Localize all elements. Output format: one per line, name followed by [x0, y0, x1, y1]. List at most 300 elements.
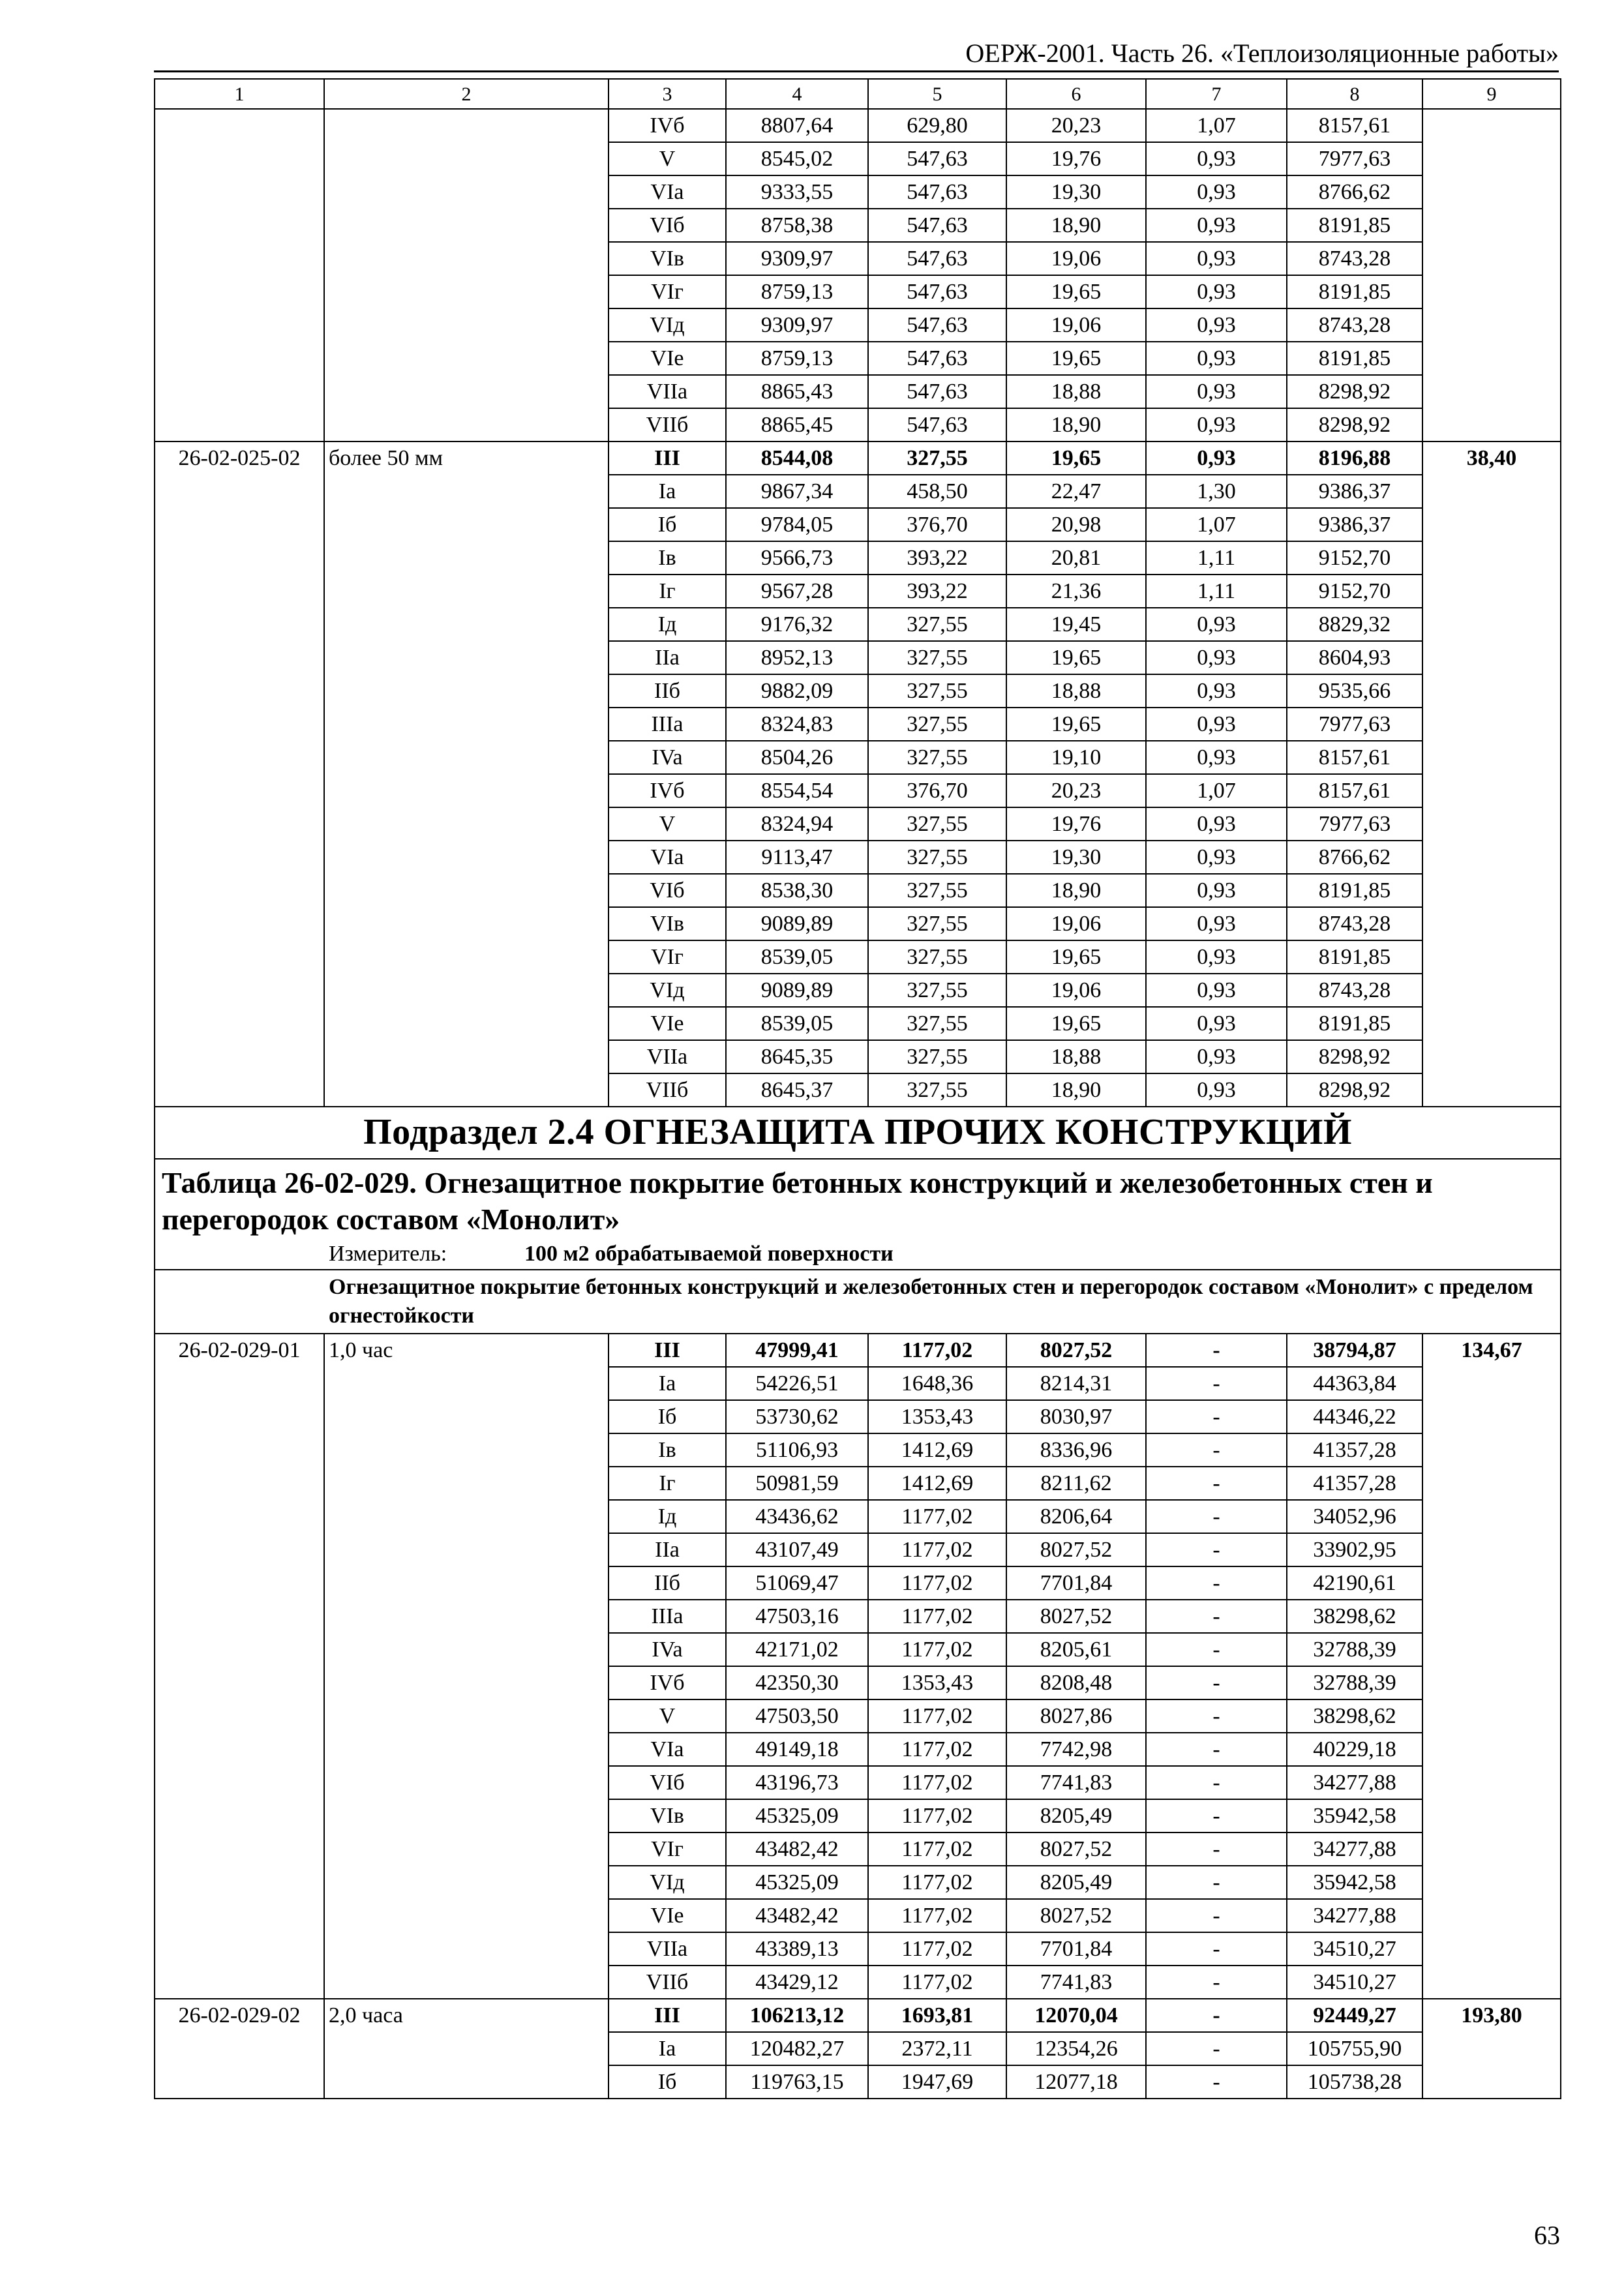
table-title-row: [155, 1159, 1561, 1239]
cost-value: 8157,61: [1287, 109, 1422, 142]
cost-value: 1,11: [1146, 541, 1287, 575]
cost-value: 38298,62: [1287, 1699, 1422, 1733]
zone-label: Ia: [609, 1367, 726, 1400]
cost-value: 18,90: [1006, 874, 1146, 907]
column-number: 5: [868, 79, 1006, 109]
cost-value: -: [1146, 1766, 1287, 1799]
zone-label: VIIa: [609, 375, 726, 408]
cost-value: 21,36: [1006, 575, 1146, 608]
rate-name: более 50 мм: [324, 441, 609, 1107]
cost-value: -: [1146, 1932, 1287, 1966]
cost-value: 22,47: [1006, 475, 1146, 508]
table-title: Таблица 26-02-029. Огнезащитное покрытие бетонных конструкций и железобетонных стен и перегородок составом «Монолит»: [155, 1159, 1561, 1239]
cost-value: 1353,43: [868, 1400, 1006, 1433]
cost-value: 1177,02: [868, 1766, 1006, 1799]
zone-label: VIe: [609, 1899, 726, 1932]
column-number: 9: [1422, 79, 1561, 109]
measure-row: [155, 1239, 1561, 1270]
cost-value: 8539,05: [726, 940, 868, 974]
cost-value: 42350,30: [726, 1666, 868, 1699]
zone-label: VIд: [609, 974, 726, 1007]
zone-label: VIe: [609, 342, 726, 375]
cost-value: 8191,85: [1287, 342, 1422, 375]
cost-value: 8030,97: [1006, 1400, 1146, 1433]
cost-value: 0,93: [1146, 641, 1287, 674]
cost-value: 8027,86: [1006, 1699, 1146, 1733]
cost-value: 8205,49: [1006, 1799, 1146, 1833]
cost-value: 8758,38: [726, 209, 868, 242]
cost-value: 45325,09: [726, 1866, 868, 1899]
column-number: 2: [324, 79, 609, 109]
zone-label: Iд: [609, 608, 726, 641]
cost-value: -: [1146, 1334, 1287, 1367]
cost-value: 376,70: [868, 508, 1006, 541]
cost-value: 547,63: [868, 342, 1006, 375]
cost-value: 376,70: [868, 774, 1006, 807]
cost-value: -: [1146, 1433, 1287, 1467]
cost-value: -: [1146, 1400, 1287, 1433]
cost-value: 43429,12: [726, 1966, 868, 1999]
cost-value: 54226,51: [726, 1367, 868, 1400]
labor-coefficient: 193,80: [1422, 1999, 1561, 2099]
cost-value: 8504,26: [726, 741, 868, 774]
zone-label: V: [609, 807, 726, 841]
cost-value: -: [1146, 1467, 1287, 1500]
cost-value: 40229,18: [1287, 1733, 1422, 1766]
cost-value: 8027,52: [1006, 1600, 1146, 1633]
cost-value: 0,93: [1146, 308, 1287, 342]
cost-value: 7742,98: [1006, 1733, 1146, 1766]
cost-value: 34510,27: [1287, 1932, 1422, 1966]
cost-value: 8807,64: [726, 109, 868, 142]
column-number: 6: [1006, 79, 1146, 109]
cost-value: 8539,05: [726, 1007, 868, 1040]
cost-value: 45325,09: [726, 1799, 868, 1833]
cost-value: 327,55: [868, 874, 1006, 907]
zone-label: VIв: [609, 1799, 726, 1833]
cost-value: 18,88: [1006, 375, 1146, 408]
cost-value: 34052,96: [1287, 1500, 1422, 1533]
zone-label: Ia: [609, 475, 726, 508]
cost-value: 547,63: [868, 242, 1006, 275]
cost-value: 1177,02: [868, 1899, 1006, 1932]
cost-value: 8952,13: [726, 641, 868, 674]
zone-label: VIд: [609, 1866, 726, 1899]
zone-label: IIб: [609, 674, 726, 708]
cost-value: 20,98: [1006, 508, 1146, 541]
cost-value: 2372,11: [868, 2032, 1006, 2065]
cost-value: 0,93: [1146, 807, 1287, 841]
cost-value: 38794,87: [1287, 1334, 1422, 1367]
subsection-row: [155, 1107, 1561, 1159]
zone-label: VIIa: [609, 1932, 726, 1966]
page-number: 63: [1534, 2221, 1560, 2250]
cost-value: 629,80: [868, 109, 1006, 142]
cost-value: 92449,27: [1287, 1999, 1422, 2032]
cost-value: 0,93: [1146, 907, 1287, 940]
cost-value: 8604,93: [1287, 641, 1422, 674]
cost-value: 0,93: [1146, 608, 1287, 641]
cost-value: 1177,02: [868, 1600, 1006, 1633]
cost-value: 9566,73: [726, 541, 868, 575]
cost-value: 8298,92: [1287, 1073, 1422, 1107]
cost-value: 18,90: [1006, 1073, 1146, 1107]
cost-value: 18,88: [1006, 674, 1146, 708]
cost-value: 105755,90: [1287, 2032, 1422, 2065]
cost-value: 1177,02: [868, 1966, 1006, 1999]
zone-label: VIг: [609, 275, 726, 308]
cost-value: 0,93: [1146, 142, 1287, 175]
cost-value: 9567,28: [726, 575, 868, 608]
zone-label: IIб: [609, 1566, 726, 1600]
cost-value: 1177,02: [868, 1799, 1006, 1833]
zone-label: III: [609, 1999, 726, 2032]
cost-value: 547,63: [868, 408, 1006, 441]
group-heading: Огнезащитное покрытие бетонных конструкций и железобетонных стен и перегородок составом «Монолит» с пределом огнестойкости: [155, 1270, 1561, 1334]
cost-value: 0,93: [1146, 1007, 1287, 1040]
zone-label: IVб: [609, 109, 726, 142]
cost-value: 1353,43: [868, 1666, 1006, 1699]
cost-value: 119763,15: [726, 2065, 868, 2099]
cost-value: 19,45: [1006, 608, 1146, 641]
table-row: [155, 109, 1561, 142]
table-row: [155, 1999, 1561, 2032]
cost-value: 327,55: [868, 641, 1006, 674]
cost-value: 7977,63: [1287, 807, 1422, 841]
cost-value: 9309,97: [726, 242, 868, 275]
cost-value: 327,55: [868, 674, 1006, 708]
cost-value: 1177,02: [868, 1500, 1006, 1533]
cost-value: 50981,59: [726, 1467, 868, 1500]
column-number: 8: [1287, 79, 1422, 109]
cost-value: 1412,69: [868, 1467, 1006, 1500]
column-number-row: [155, 79, 1561, 109]
cost-value: 9176,32: [726, 608, 868, 641]
cost-value: 1693,81: [868, 1999, 1006, 2032]
cost-value: 8298,92: [1287, 375, 1422, 408]
cost-value: 106213,12: [726, 1999, 868, 2032]
cost-value: 12077,18: [1006, 2065, 1146, 2099]
zone-label: VIa: [609, 841, 726, 874]
cost-value: 12354,26: [1006, 2032, 1146, 2065]
cost-value: 34277,88: [1287, 1766, 1422, 1799]
cost-value: 547,63: [868, 308, 1006, 342]
rate-code: 26-02-025-02: [155, 441, 324, 1107]
cost-value: 19,06: [1006, 974, 1146, 1007]
cost-value: 19,65: [1006, 641, 1146, 674]
zone-label: VIIб: [609, 1966, 726, 1999]
cost-value: 34277,88: [1287, 1899, 1422, 1932]
cost-value: 7741,83: [1006, 1766, 1146, 1799]
cost-value: -: [1146, 1566, 1287, 1600]
zone-label: VIб: [609, 1766, 726, 1799]
cost-value: 8743,28: [1287, 308, 1422, 342]
cost-value: 8743,28: [1287, 242, 1422, 275]
cost-value: 9784,05: [726, 508, 868, 541]
cost-value: 9309,97: [726, 308, 868, 342]
cost-value: 1,30: [1146, 475, 1287, 508]
cost-value: 9333,55: [726, 175, 868, 209]
cost-value: -: [1146, 1699, 1287, 1733]
cost-value: 7741,83: [1006, 1966, 1146, 1999]
cost-value: 8865,43: [726, 375, 868, 408]
cost-value: 44346,22: [1287, 1400, 1422, 1433]
cost-value: 43107,49: [726, 1533, 868, 1566]
cost-value: 1177,02: [868, 1699, 1006, 1733]
cost-value: 19,06: [1006, 242, 1146, 275]
cost-value: 0,93: [1146, 441, 1287, 475]
cost-value: 47999,41: [726, 1334, 868, 1367]
rate-code: 26-02-029-02: [155, 1999, 324, 2099]
cost-value: 9152,70: [1287, 575, 1422, 608]
cost-value: 43482,42: [726, 1833, 868, 1866]
column-number: 4: [726, 79, 868, 109]
cost-value: 8196,88: [1287, 441, 1422, 475]
cost-value: -: [1146, 1666, 1287, 1699]
cost-value: -: [1146, 1866, 1287, 1899]
cost-value: -: [1146, 1799, 1287, 1833]
cost-value: 9386,37: [1287, 508, 1422, 541]
cost-value: 327,55: [868, 741, 1006, 774]
group-heading-row: [155, 1270, 1561, 1334]
cost-value: 20,23: [1006, 109, 1146, 142]
zone-label: VIe: [609, 1007, 726, 1040]
column-number: 7: [1146, 79, 1287, 109]
cost-value: 1,07: [1146, 508, 1287, 541]
table-row: [155, 1334, 1561, 1367]
cost-value: 18,88: [1006, 1040, 1146, 1073]
cost-value: 7977,63: [1287, 142, 1422, 175]
rate-name: 2,0 часа: [324, 1999, 609, 2099]
cost-value: 1177,02: [868, 1633, 1006, 1666]
cost-value: 0,93: [1146, 342, 1287, 375]
rates-table: [154, 78, 1561, 2099]
cost-value: 12070,04: [1006, 1999, 1146, 2032]
cost-value: 393,22: [868, 541, 1006, 575]
cost-value: 1177,02: [868, 1932, 1006, 1966]
cost-value: 19,30: [1006, 175, 1146, 209]
cost-value: 8759,13: [726, 342, 868, 375]
running-header: ОЕРЖ-2001. Часть 26. «Теплоизоляционные работы»: [154, 38, 1559, 72]
measure-value: 100 м2 обрабатываемой поверхности: [524, 1242, 894, 1266]
cost-value: 1,11: [1146, 575, 1287, 608]
cost-value: 0,93: [1146, 1073, 1287, 1107]
cost-value: 19,06: [1006, 907, 1146, 940]
cost-value: 0,93: [1146, 209, 1287, 242]
cost-value: 8214,31: [1006, 1367, 1146, 1400]
cost-value: 327,55: [868, 907, 1006, 940]
cost-value: 0,93: [1146, 841, 1287, 874]
cost-value: 8538,30: [726, 874, 868, 907]
zone-label: III: [609, 1334, 726, 1367]
cost-value: 0,93: [1146, 1040, 1287, 1073]
cost-value: 35942,58: [1287, 1799, 1422, 1833]
zone-label: VIв: [609, 907, 726, 940]
cost-value: 8766,62: [1287, 841, 1422, 874]
cost-value: 9535,66: [1287, 674, 1422, 708]
cost-value: -: [1146, 1600, 1287, 1633]
cost-value: 327,55: [868, 841, 1006, 874]
cost-value: 1177,02: [868, 1533, 1006, 1566]
cost-value: 8191,85: [1287, 209, 1422, 242]
rate-name: 1,0 час: [324, 1334, 609, 1999]
cost-value: 327,55: [868, 1073, 1006, 1107]
cost-value: 8544,08: [726, 441, 868, 475]
cost-value: 9867,34: [726, 475, 868, 508]
zone-label: VIIб: [609, 408, 726, 441]
cost-value: 327,55: [868, 1007, 1006, 1040]
cost-value: 8027,52: [1006, 1899, 1146, 1932]
cost-value: 8545,02: [726, 142, 868, 175]
cost-value: 1177,02: [868, 1566, 1006, 1600]
measure-cell: [155, 1239, 1561, 1270]
cost-value: 0,93: [1146, 375, 1287, 408]
cost-value: 8206,64: [1006, 1500, 1146, 1533]
zone-label: IIIa: [609, 708, 726, 741]
measure-label: Измеритель:: [329, 1242, 447, 1266]
zone-label: Iб: [609, 2065, 726, 2099]
zone-label: IVa: [609, 1633, 726, 1666]
cost-value: 19,65: [1006, 441, 1146, 475]
cost-value: 1412,69: [868, 1433, 1006, 1467]
cost-value: 1177,02: [868, 1833, 1006, 1866]
cost-value: 0,93: [1146, 940, 1287, 974]
labor-coefficient: [1422, 109, 1561, 441]
cost-value: 8759,13: [726, 275, 868, 308]
cost-value: 35942,58: [1287, 1866, 1422, 1899]
cost-value: 19,65: [1006, 275, 1146, 308]
zone-label: V: [609, 142, 726, 175]
cost-value: 38298,62: [1287, 1600, 1422, 1633]
zone-label: VIa: [609, 1733, 726, 1766]
cost-value: 0,93: [1146, 674, 1287, 708]
cost-value: 7701,84: [1006, 1566, 1146, 1600]
cost-value: 0,93: [1146, 275, 1287, 308]
cost-value: 0,93: [1146, 708, 1287, 741]
zone-label: VIб: [609, 209, 726, 242]
cost-value: 8298,92: [1287, 408, 1422, 441]
cost-value: 547,63: [868, 375, 1006, 408]
cost-value: 8645,37: [726, 1073, 868, 1107]
cost-value: -: [1146, 1367, 1287, 1400]
cost-value: 8208,48: [1006, 1666, 1146, 1699]
labor-coefficient: 38,40: [1422, 441, 1561, 1107]
cost-value: 43482,42: [726, 1899, 868, 1932]
zone-label: IIIa: [609, 1600, 726, 1633]
cost-value: 547,63: [868, 175, 1006, 209]
cost-value: 9386,37: [1287, 475, 1422, 508]
cost-value: 7977,63: [1287, 708, 1422, 741]
cost-value: 8191,85: [1287, 275, 1422, 308]
cost-value: 19,65: [1006, 940, 1146, 974]
table-row: [155, 441, 1561, 475]
zone-label: Iг: [609, 575, 726, 608]
zone-label: IVб: [609, 1666, 726, 1699]
zone-label: Iб: [609, 508, 726, 541]
rate-code: [155, 109, 324, 441]
cost-value: 8324,94: [726, 807, 868, 841]
zone-label: VIг: [609, 940, 726, 974]
cost-value: 43389,13: [726, 1932, 868, 1966]
cost-value: 547,63: [868, 142, 1006, 175]
cost-value: 41357,28: [1287, 1467, 1422, 1500]
cost-value: 19,06: [1006, 308, 1146, 342]
cost-value: 8191,85: [1287, 940, 1422, 974]
cost-value: 8157,61: [1287, 741, 1422, 774]
cost-value: 34510,27: [1287, 1966, 1422, 1999]
subsection-title: Подраздел 2.4 ОГНЕЗАЩИТА ПРОЧИХ КОНСТРУКЦИЙ: [155, 1107, 1561, 1159]
cost-value: 1648,36: [868, 1367, 1006, 1400]
cost-value: 0,93: [1146, 242, 1287, 275]
cost-value: 327,55: [868, 1040, 1006, 1073]
cost-value: 0,93: [1146, 874, 1287, 907]
cost-value: 8211,62: [1006, 1467, 1146, 1500]
cost-value: 547,63: [868, 209, 1006, 242]
column-number: 1: [155, 79, 324, 109]
cost-value: 19,30: [1006, 841, 1146, 874]
cost-value: 47503,50: [726, 1699, 868, 1733]
cost-value: 49149,18: [726, 1733, 868, 1766]
cost-value: 120482,27: [726, 2032, 868, 2065]
cost-value: -: [1146, 1999, 1287, 2032]
zone-label: III: [609, 441, 726, 475]
cost-value: 327,55: [868, 940, 1006, 974]
cost-value: 19,65: [1006, 1007, 1146, 1040]
zone-label: VIa: [609, 175, 726, 209]
cost-value: -: [1146, 2065, 1287, 2099]
zone-label: VIв: [609, 242, 726, 275]
cost-value: 8829,32: [1287, 608, 1422, 641]
cost-value: 19,10: [1006, 741, 1146, 774]
cost-value: 42190,61: [1287, 1566, 1422, 1600]
cost-value: 43196,73: [726, 1766, 868, 1799]
cost-value: 0,93: [1146, 408, 1287, 441]
cost-value: 32788,39: [1287, 1666, 1422, 1699]
cost-value: 51106,93: [726, 1433, 868, 1467]
cost-value: 51069,47: [726, 1566, 868, 1600]
cost-value: 33902,95: [1287, 1533, 1422, 1566]
cost-value: 1,07: [1146, 774, 1287, 807]
zone-label: IVб: [609, 774, 726, 807]
cost-value: 8027,52: [1006, 1334, 1146, 1367]
zone-label: IVa: [609, 741, 726, 774]
cost-value: 8865,45: [726, 408, 868, 441]
cost-value: 1,07: [1146, 109, 1287, 142]
cost-value: 18,90: [1006, 408, 1146, 441]
zone-label: V: [609, 1699, 726, 1733]
zone-label: VIг: [609, 1833, 726, 1866]
cost-value: 105738,28: [1287, 2065, 1422, 2099]
cost-value: 9152,70: [1287, 541, 1422, 575]
cost-value: 458,50: [868, 475, 1006, 508]
zone-label: VIб: [609, 874, 726, 907]
zone-label: Iд: [609, 1500, 726, 1533]
cost-value: 0,93: [1146, 974, 1287, 1007]
column-number: 3: [609, 79, 726, 109]
labor-coefficient: 134,67: [1422, 1334, 1561, 1999]
cost-value: 19,65: [1006, 342, 1146, 375]
cost-value: 8205,61: [1006, 1633, 1146, 1666]
cost-value: 8554,54: [726, 774, 868, 807]
cost-value: 8205,49: [1006, 1866, 1146, 1899]
cost-value: 44363,84: [1287, 1367, 1422, 1400]
cost-value: 43436,62: [726, 1500, 868, 1533]
cost-value: -: [1146, 1733, 1287, 1766]
cost-value: -: [1146, 2032, 1287, 2065]
cost-value: 0,93: [1146, 741, 1287, 774]
rate-name: [324, 109, 609, 441]
cost-value: 8324,83: [726, 708, 868, 741]
